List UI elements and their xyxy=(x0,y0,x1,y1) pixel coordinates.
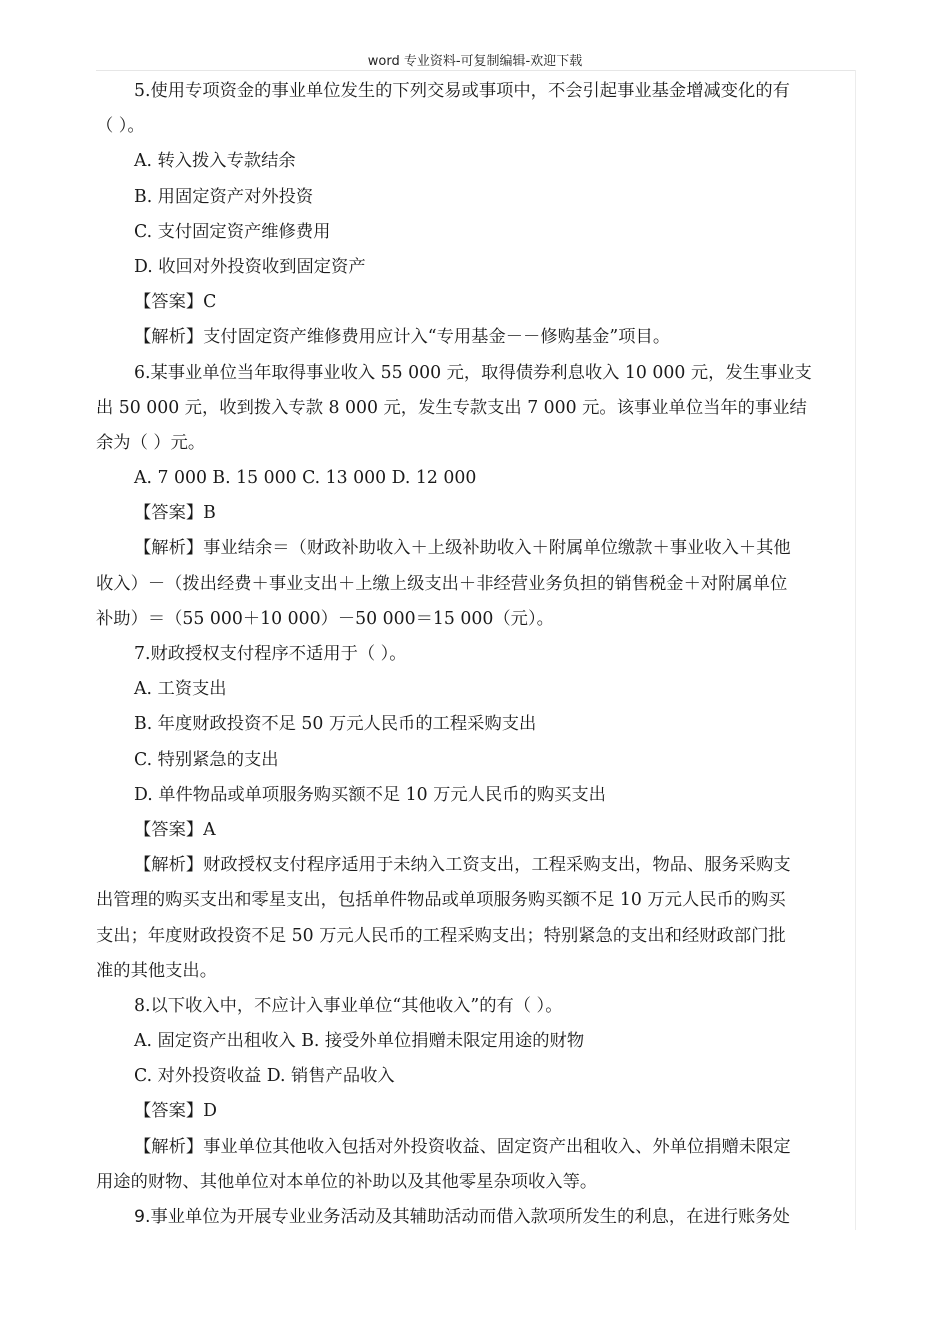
text-line: D. 单件物品或单项服务购买额不足 10 万元人民币的购买支出 xyxy=(134,784,606,805)
text-line: C. 对外投资收益 D. 销售产品收入 xyxy=(134,1066,395,1087)
text-line: 补助）＝（55 000＋10 000）－50 000＝15 000（元）。 xyxy=(96,608,554,629)
text-line: C. 支付固定资产维修费用 xyxy=(134,221,331,242)
document-body xyxy=(96,74,866,1235)
text-line: 8.以下收入中，不应计入事业单位“其他收入”的有（ ）。 xyxy=(134,995,563,1016)
text-line: 收入）－（拨出经费＋事业支出＋上缴上级支出＋非经营业务负担的销售税金＋对附属单位 xyxy=(96,573,788,594)
text-line: 用途的财物、其他单位对本单位的补助以及其他零星杂项收入等。 xyxy=(96,1171,598,1192)
text-line: 余为（ ）元。 xyxy=(96,432,206,453)
text-line: A. 固定资产出租收入 B. 接受外单位捐赠未限定用途的财物 xyxy=(134,1031,585,1052)
text-line: B. 用固定资产对外投资 xyxy=(134,186,314,207)
text-line: 7.财政授权支付程序不适用于（ ）。 xyxy=(134,644,407,664)
text-line: 出管理的购买支出和零星支出，包括单件物品或单项服务购买额不足 10 万元人民币的购买 xyxy=(96,890,786,911)
text-line: （ ）。 xyxy=(96,116,145,137)
text-line: A. 转入拨入专款结余 xyxy=(134,151,296,172)
text-line: 【答案】C xyxy=(134,292,217,313)
header-divider xyxy=(96,70,856,71)
text-line: 支出；年度财政投资不足 50 万元人民币的工程采购支出；特别紧急的支出和经财政部门批 xyxy=(96,925,786,946)
text-line: 【答案】B xyxy=(134,503,216,524)
text-line: B. 年度财政投资不足 50 万元人民币的工程采购支出 xyxy=(134,714,537,735)
text-line: 准的其他支出。 xyxy=(96,960,217,981)
text-line: 【解析】事业单位其他收入包括对外投资收益、固定资产出租收入、外单位捐赠未限定 xyxy=(134,1136,791,1157)
text-line: 出 50 000 元，收到拨入专款 8 000 元，发生专款支出 7 000 元。该事业单位当年的事业结 xyxy=(96,397,807,418)
text-line: 【解析】财政授权支付程序适用于未纳入工资支出，工程采购支出，物品、服务采购支 xyxy=(134,855,791,876)
text-line: 【解析】事业结余＝（财政补助收入＋上级补助收入＋附属单位缴款＋事业收入＋其他 xyxy=(134,538,791,559)
text-line: D. 收回对外投资收到固定资产 xyxy=(134,256,366,277)
text-line: 【答案】D xyxy=(134,1101,217,1122)
text-line: A. 工资支出 xyxy=(134,679,227,700)
text-line: C. 特别紧急的支出 xyxy=(134,749,279,770)
text-line: A. 7 000 B. 15 000 C. 13 000 D. 12 000 xyxy=(134,468,477,489)
text-line: 6.某事业单位当年取得事业收入 55 000 元，取得债券利息收入 10 000 元，发生事业支 xyxy=(134,362,812,383)
page-header: word 专业资料-可复制编辑-欢迎下载 xyxy=(367,54,583,69)
text-line: 【答案】A xyxy=(134,819,216,840)
text-line: 【解析】支付固定资产维修费用应计入“专用基金－－修购基金”项目。 xyxy=(134,327,671,348)
text-line: 9.事业单位为开展专业业务活动及其辅助活动而借入款项所发生的利息，在进行账务处 xyxy=(134,1207,790,1227)
text-line: 5.使用专项资金的事业单位发生的下列交易或事项中，不会引起事业基金增减变化的有 xyxy=(134,81,790,101)
